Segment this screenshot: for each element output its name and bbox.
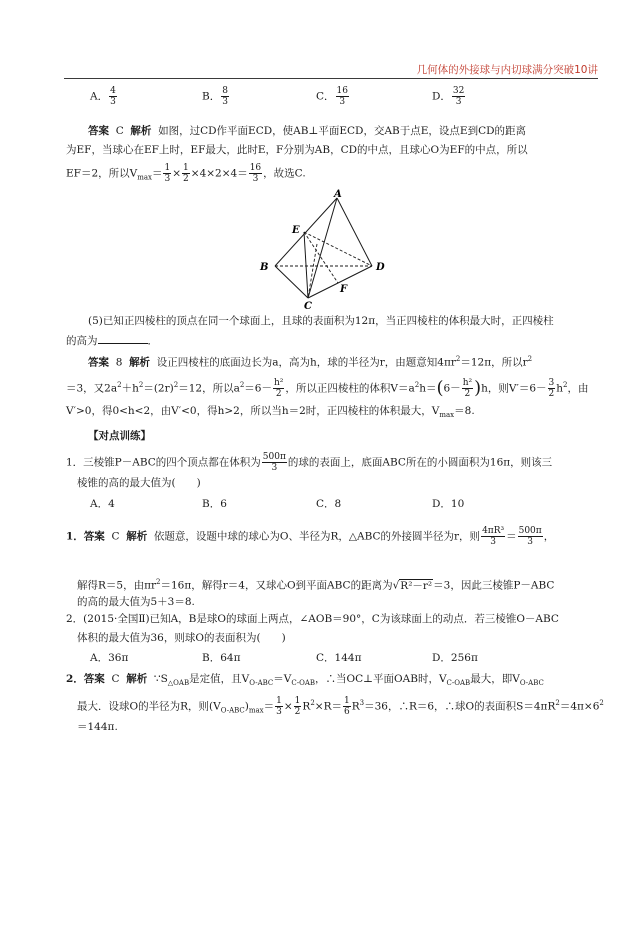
text: ＝12，所以a (178, 382, 240, 395)
text: V′>0，得0<h<2，由V′<0，得h>2，所以当h＝2时，正四棱柱的体积最大，V (66, 405, 440, 417)
analysis-label: 解析 (130, 125, 152, 137)
answer-lead: 2．答案 (66, 673, 105, 685)
option-a-fraction (109, 86, 117, 107)
label-f: F (340, 284, 348, 295)
den: 6 (344, 707, 350, 717)
superscript: 2 (239, 381, 245, 389)
text: h (556, 382, 564, 395)
t1-answer-line2 (77, 575, 554, 593)
subscript: max (439, 411, 455, 420)
text: ＝8. (454, 405, 475, 417)
text: ＝4π×6 (559, 700, 600, 713)
text: 依题意，设题中球的球心为O、半径为R，△ABC的外接圆半径为r，则 (153, 530, 481, 543)
analysis-text: 如图，过CD作平面ECD，使AB⊥平面ECD，交AB于点E，设点E到CD的距离 (158, 125, 527, 137)
option-c (316, 86, 350, 107)
t1-option-c: C．8 (316, 498, 342, 510)
option-b-label: B． (202, 90, 221, 103)
t2-option-a: A．36π (90, 652, 129, 664)
superscript: 2 (156, 578, 161, 586)
superscript: 3 (359, 699, 365, 707)
text: h＝ (419, 382, 437, 395)
t2-answer-line3: ＝144π. (77, 721, 118, 733)
answer-choice: C (115, 125, 124, 137)
option-c-num: 16 (336, 86, 348, 96)
q4-answer-line2: 为EF，当球心在EF上时，EF最大，此时E，F分别为AB，CD的中点，且球心O为EF的中点，所以 (66, 144, 528, 156)
text: ，由 (567, 382, 589, 395)
answer-choice: C (111, 673, 120, 685)
text: × (283, 700, 293, 713)
text: ＝3，因此三棱锥P－ABC (433, 579, 555, 592)
text: h，则V′＝6－ (481, 382, 547, 395)
subscript: C-OAB (446, 679, 471, 688)
subscript: C-OAB (291, 679, 316, 688)
answer-lead: 1．答案 (66, 530, 105, 543)
text: ＝12π，所以r (460, 356, 528, 369)
num: 16 (249, 163, 262, 173)
num: 500π (518, 526, 542, 536)
text: × (172, 167, 182, 180)
text: 6－ (443, 382, 461, 395)
analysis-label: 解析 (129, 356, 151, 369)
subscript: O-ABC (249, 679, 274, 688)
t2-option-b: B．64π (202, 652, 241, 664)
option-b-num: 8 (222, 86, 228, 96)
paren: ( (436, 377, 444, 399)
fraction (548, 378, 556, 399)
text: R (351, 700, 360, 713)
den: 3 (252, 174, 259, 184)
edge-ac (308, 198, 337, 298)
den: 3 (490, 537, 496, 547)
subscript: O-ABC (519, 679, 544, 688)
text: 解得R＝5，由πr (77, 579, 157, 592)
t2-option-c: C．144π (316, 652, 362, 664)
text: 的高为 (66, 335, 98, 347)
superscript: 2 (138, 381, 144, 389)
option-c-fraction (336, 86, 349, 107)
t2-answer-line1 (66, 672, 544, 690)
header-title: 几何体的外接球与内切球满分突破10讲 (416, 64, 598, 76)
text: 1．三棱锥P－ABC的四个顶点都在体积为 (66, 456, 261, 469)
label-d: D (376, 262, 385, 273)
num: h² (462, 378, 473, 388)
t1-option-a: A．4 (90, 498, 115, 510)
text: ＝ (263, 700, 275, 713)
label-e: E (292, 225, 300, 236)
edge-ad (337, 198, 372, 266)
fraction (481, 526, 505, 547)
subscript: △OAB (167, 679, 190, 688)
text: 的球的表面上，底面ABC所在的小圆面积为16π，则该三 (287, 456, 553, 469)
option-b-fraction (221, 86, 229, 107)
superscript: 2 (414, 381, 420, 389)
den: 3 (527, 537, 533, 547)
label-b: B (260, 262, 269, 273)
t2-option-d: D．256π (432, 652, 478, 664)
text: 设正四棱柱的底面边长为a，高为h，球的半径为r，由题意知4πr (156, 356, 456, 369)
q5-line1: (5)已知正四棱柱的顶点在同一个球面上，且球的表面积为12π，当正四棱柱的体积最大时，正四棱柱 (88, 315, 554, 327)
num: h² (273, 378, 284, 388)
answer-choice: C (111, 530, 120, 543)
answer-value: 8 (115, 356, 123, 369)
answer-blank (98, 333, 148, 344)
text: ，∴当OC⊥平面OAB时，V (315, 673, 447, 685)
num: 1 (344, 696, 350, 706)
sqrt-sign: √ (392, 579, 400, 592)
option-a-den: 3 (110, 97, 116, 107)
text: ＝16π，解得r＝4，又球心O到平面ABC的距离为 (160, 579, 393, 592)
text: ＝(2r) (143, 382, 174, 395)
fraction (294, 696, 302, 717)
option-d-fraction (452, 86, 465, 107)
t2-line2: 体积的最大值为36，则球O的表面积为( ) (77, 632, 286, 644)
text: ，故选C. (263, 167, 306, 180)
num: 1 (164, 163, 171, 173)
sqrt-content: R²－r² (400, 579, 433, 592)
fraction (249, 163, 262, 184)
text: ＝V (273, 673, 292, 685)
superscript: 2 (117, 381, 122, 389)
t1-option-b: B．6 (202, 498, 227, 510)
num: 1 (294, 696, 301, 706)
text: ＋h (121, 382, 139, 395)
option-d-den: 3 (455, 97, 462, 107)
text: R (302, 700, 311, 713)
q5-answer-line1 (88, 352, 532, 370)
text: EF＝2，所以V (66, 167, 138, 180)
superscript: 2 (563, 381, 568, 389)
answer-lead: 答案 (88, 125, 109, 137)
fraction (343, 696, 351, 717)
fraction (262, 452, 287, 473)
text: ∵S (153, 673, 168, 685)
text: 是定值，且V (189, 673, 250, 685)
option-a-label: A． (90, 90, 109, 103)
text: ＝ (151, 167, 163, 180)
tetrahedron-figure (250, 188, 400, 310)
q5-line2 (66, 333, 158, 348)
paren: ) (474, 377, 482, 399)
label-a: A (334, 189, 342, 200)
q5-answer-line3 (66, 404, 475, 422)
option-b-den: 3 (222, 97, 228, 107)
fraction (462, 378, 473, 399)
t1-line1 (66, 452, 552, 473)
fraction (275, 696, 283, 717)
superscript: 2 (527, 355, 533, 363)
subscript: max (137, 173, 152, 182)
edge-ec (304, 232, 308, 298)
fraction (182, 163, 190, 184)
num: 500π (262, 452, 286, 462)
num: 4πR³ (482, 526, 505, 536)
option-a-num: 4 (110, 86, 116, 96)
t1-answer-line3: 的高的最大值为5＋3＝8. (77, 596, 195, 608)
superscript: 2 (599, 699, 604, 707)
edge-ef (304, 232, 338, 283)
edge-bc (275, 266, 308, 298)
num: 3 (548, 378, 555, 388)
den: 3 (271, 463, 278, 473)
text: 最大，即V (470, 673, 520, 685)
header-rule (64, 78, 598, 79)
text: ×R＝ (314, 700, 342, 713)
den: 2 (548, 389, 555, 399)
superscript: 2 (173, 381, 179, 389)
option-c-label: C． (316, 90, 335, 103)
num: 1 (183, 163, 189, 173)
analysis-label: 解析 (126, 673, 148, 685)
text: ，所以正四棱柱的体积V＝a (285, 382, 415, 395)
section-title: 【对点训练】 (88, 430, 151, 442)
text: ＝3，又2a (66, 382, 118, 395)
den: 2 (275, 389, 282, 399)
analysis-label: 解析 (126, 530, 148, 543)
t2-answer-line2 (77, 696, 604, 718)
text: ＝6－ (244, 382, 272, 395)
text: ＝ (506, 530, 517, 543)
q5-answer-line2 (66, 378, 589, 399)
t1-option-d: D．10 (432, 498, 465, 510)
superscript: 2 (310, 699, 315, 707)
q4-answer-line3 (66, 163, 306, 185)
answer-lead: 答案 (88, 356, 109, 369)
option-a (90, 86, 118, 107)
subscript: max (248, 706, 264, 715)
text: ． (147, 335, 158, 347)
text: ) (244, 700, 249, 713)
num: 1 (276, 696, 282, 706)
fraction (163, 163, 171, 184)
den: 3 (276, 707, 282, 717)
option-d (432, 86, 466, 107)
option-d-num: 32 (452, 86, 465, 96)
text: ×4×2×4＝ (190, 167, 248, 180)
den: 2 (183, 174, 189, 184)
text: ＝36，∴R＝6，∴球O的表面积S＝4πR (364, 700, 556, 713)
option-c-den: 3 (339, 97, 346, 107)
text: 最大．设球O的半径为R，则(V (77, 700, 221, 713)
t2-line1: 2．(2015·全国Ⅱ)已知A，B是球O的球面上两点，∠AOB＝90°，C为该球面上的动点．若三棱锥O－ABC (66, 613, 559, 625)
t1-line2: 棱锥的高的最大值为( ) (77, 477, 201, 489)
q4-answer-line1 (88, 124, 526, 138)
fraction (518, 526, 543, 547)
label-c: C (304, 301, 312, 310)
subscript: O-ABC (220, 706, 245, 715)
den: 2 (294, 707, 301, 717)
option-d-label: D． (432, 90, 451, 103)
option-b (202, 86, 230, 107)
text: ， (543, 530, 555, 543)
superscript: 2 (455, 355, 461, 363)
superscript: 2 (555, 699, 560, 707)
fraction (273, 378, 284, 399)
den: 2 (464, 389, 471, 399)
den: 3 (164, 174, 171, 184)
edge-ab (275, 198, 337, 266)
t1-answer-line1 (66, 526, 554, 547)
